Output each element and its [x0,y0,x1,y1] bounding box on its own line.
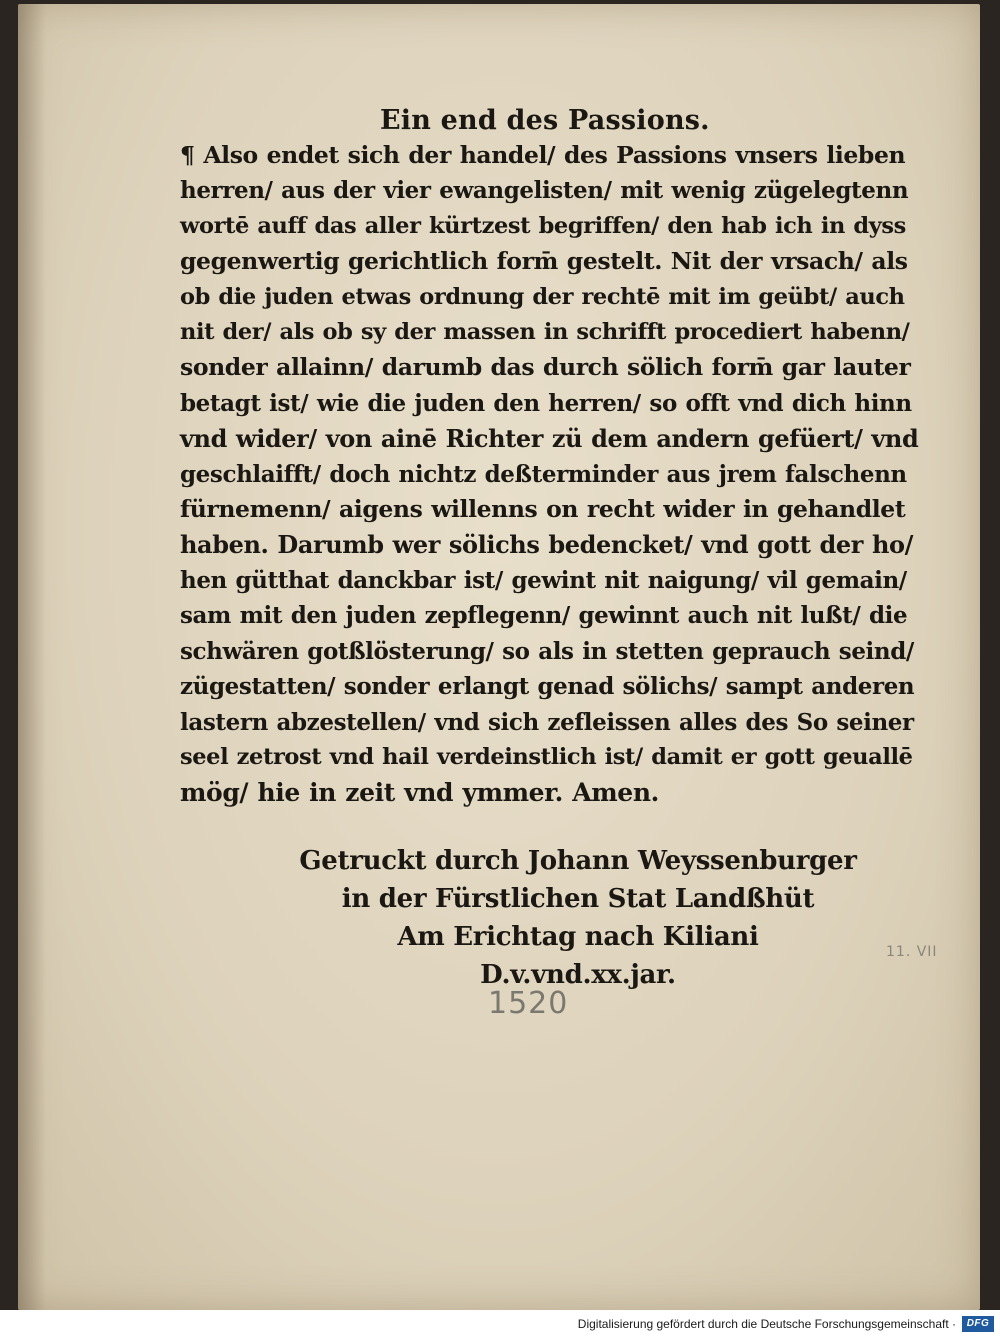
text-line: sam mit den juden zepflegenn/ gewinnt auch nit lußt/ die [180,602,908,630]
page-heading: Ein end des Passions. [380,105,710,136]
text-line: hen gütthat danckbar ist/ gewint nit naigung/ vil gemain/ [180,566,907,594]
text-line: geschlaifft/ doch nichtz deßterminder aus jrem falschenn [180,460,907,488]
footer-bar [0,1310,1000,1338]
colophon-line: D.v.vnd.xx.jar. [480,960,676,990]
text-line: wortē auff das aller kürtzest begriffen/ den hab ich in dyss [180,212,906,239]
text-line: vnd wider/ von ainē Richter zü dem andern gefüert/ vnd [180,424,919,454]
colophon [298,842,858,994]
text-line: lastern abzestellen/ vnd sich zefleissen alles des So seiner [180,708,914,736]
text-line: herren/ aus der vier ewangelisten/ mit wenig zügelegtenn [180,177,909,205]
text-line: haben. Darumb wer sölichs bedencket/ vnd gott der ho/ [180,530,914,560]
text-line: betagt ist/ wie die juden den herren/ so offt vnd dich hinn [180,389,912,417]
colophon-line: in der Fürstlichen Stat Landßhüt [341,884,815,914]
text-line: schwären gotßlösterung/ so als in stetten geprauch seind/ [180,637,914,665]
pencil-date-annotation: 11. VII [886,944,938,960]
funding-credit: Digitalisierung gefördert durch die Deutsche Forschungsgemeinschaft · [577,1317,956,1331]
text-line: gegenwertig gerichtlich form̄ gestelt. Nit der vrsach/ als [180,247,908,276]
text-line: sonder allainn/ darumb das durch sölich form̄ gar lauter [180,353,911,382]
pencil-year-annotation: 1520 [488,986,569,1021]
dfg-logo-icon: DFG [962,1316,994,1332]
text-line: ¶ Also endet sich der handel/ des Passions vnsers lieben [180,141,906,169]
body-text [180,138,920,811]
text-line: fürnemenn/ aigens willenns on recht wider in gehandlet [180,495,906,524]
book-page [18,4,980,1310]
main-text-block [180,104,920,811]
text-line: nit der/ als ob sy der massen in schrifft procediert habenn/ [180,319,910,346]
text-line: zügestatten/ sonder erlangt genad sölichs/ sampt anderen [180,673,915,701]
text-line: seel zetrost vnd hail verdeinstlich ist/ damit er gott geuallē [180,743,913,770]
text-line: ob die juden etwas ordnung der rechtē mit im geübt/ auch [180,283,905,310]
text-line: mög/ hie in zeit vnd ymmer. Amen. [180,778,659,808]
colophon-line: Am Erichtag nach Kiliani [397,922,759,952]
colophon-line: Getruckt durch Johann Weyssenburger [299,846,857,876]
